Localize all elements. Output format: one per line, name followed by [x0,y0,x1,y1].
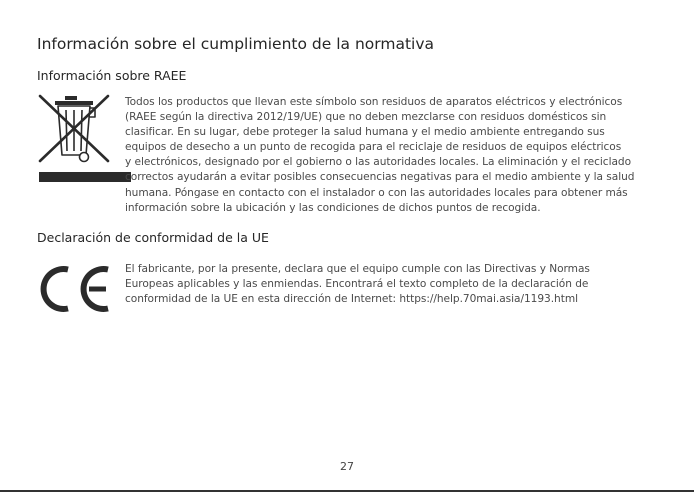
ce-section-heading: Declaración de conformidad de la UE [37,230,269,245]
weee-text-line: equipos de desecho a un punto de recogida para el reciclaje de residuos de equipos eléctricos [125,141,622,154]
page-title: Información sobre el cumplimiento de la normativa [37,35,434,53]
ce-mark-icon [38,265,112,313]
weee-text-line: Todos los productos que llevan este símbolo son residuos de aparatos eléctricos y electrónicos [125,96,623,108]
weee-text-line: (RAEE según la directiva 2012/19/UE) que no deben mezclarse con residuos domésticos sin [125,111,607,124]
weee-section-heading: Información sobre RAEE [37,68,187,83]
page-number: 27 [340,460,354,473]
weee-text-line: información sobre la ubicación y las condiciones de dichos puntos de recogida. [125,201,541,214]
ce-text-line: Europeas aplicables y las enmiendas. Encontrará el texto completo de la declaración de [125,278,589,291]
weee-text-line: correctos ayudarán a evitar posibles consecuencias negativas para el medio ambiente y la salud [125,171,635,184]
ce-body-text [125,262,590,307]
ce-text-line: conformidad de la UE en esta dirección de Internet: https://help.70mai.asia/1193.html [125,293,578,306]
crossed-out-wheelie-bin-icon [37,93,133,185]
weee-text-line: clasificar. En su lugar, debe proteger la salud humana y el medio ambiente entregando sus [125,126,605,139]
weee-text-line: humana. Póngase en contacto con el instalador o con las autoridades locales para obtener más [125,186,628,199]
weee-text-line: y electrónicos, designado por el gobierno o las autoridades locales. La eliminación y el reciclado [125,156,632,169]
ce-text-line: El fabricante, por la presente, declara que el equipo cumple con las Directivas y Normas [125,263,590,275]
weee-body-text [125,95,634,216]
